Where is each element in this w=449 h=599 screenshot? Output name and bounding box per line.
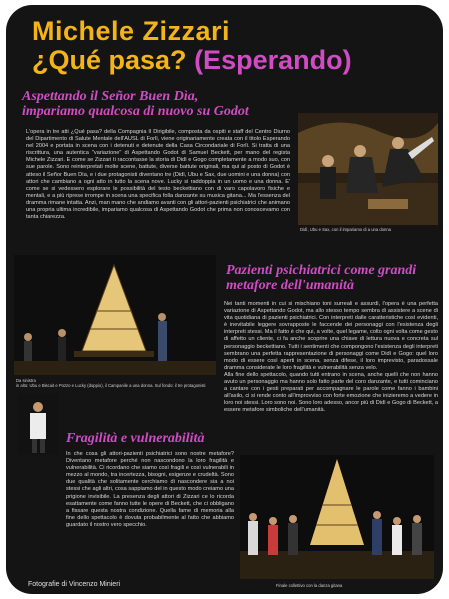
section2-paragraph: Alla fine dello spettacolo, quando tutti entrano in scena, anche quelli che non hanno avuto un personaggio ma hanno solo fatto parte del coro danzante, e tutti cominciano a cantare con i gesti preparati per accompagnare le parole come fanno i bambini all'asilo, ci si rende conto all'improvviso con forte emozione che inizieremo a vedere in loro noi stessi. Loro sono noi. Sono loro adesso, ancor più di Didì e Gogo di Beckett, a essere metafore simboliche dell'umanità. bbox=[224, 371, 438, 414]
section2-heading-line2: metafore dell'umanità bbox=[226, 278, 354, 293]
section1-heading bbox=[22, 89, 322, 119]
section3-heading: Fragilità e vulnerabilità bbox=[66, 431, 205, 446]
section1-paragraph: L'opera in tre atti ¿Qué pasa? della Compagnia Il Dirigibile, composta da ospiti e staff del Centro Diurno del Dipartimento di Salute Mentale dell'AUSL di Forlì, viene originariamente creata con il titolo Esperando nel 2004 e portata in scena con i detenuti e detenute della Casa Circondariale di Forlì. Si tratta di una riscrittura, una autentica "variazione" di Aspettando Godot di Samuel Beckett, per mano del regista Michele Zizzari. E come se Zizzari ti raccontasse la storia di Didì e Gogo completamente a modo suo, con sue parole. Sono reinterpretati molte scene, battute, diverse battute originali, ma qui al posto di Godot è atteso il Señor Buen Dìa, e i due protagonisti diventano tre (Didì, Ubu e Sax, due uomini e una donna) con attori che cambiano a ogni atto in tutto la scena nove. Lucky si raddoppia in un uomo e una donna. E' come se si vedessero esplorare le possibilità del testo beckettiano con di varo capolavoro fisiche e mentali, e a più riprese irrompe in scena una specifica folla danzante su musica gitana... Ma l'essenza del dramma rimane intatta. Anzi, man mano che andiamo avanti con gli attori-pazienti psichiatrici che animano una propria ultima incredibile, impariamo qualcosa di Aspettando Godot che prima non conoscevamo con tanta chiarezza. bbox=[26, 129, 290, 221]
subtitle-accent: (Esperando) bbox=[194, 45, 352, 75]
section1-heading-line1: Aspettando il Señor Buen Dìa, bbox=[22, 89, 199, 104]
photo-credit: Fotografie di Vincenzo Minieri bbox=[28, 581, 121, 588]
section3-photo-caption: Finale collettivo con la danza gitana bbox=[276, 583, 343, 588]
section1-photo bbox=[298, 113, 438, 225]
section2-caption-line1: Da sinistra bbox=[16, 378, 36, 383]
section2-photo bbox=[14, 255, 216, 375]
section2-paragraph: Nei tanti momenti in cui si mischiano toni surreali e assurdi, l'opera è una perfetta variazione di Aspettando Godot, ma allo stesso tempo sembra di assistere a scene di vita quotidiana di pazienti psichiatrici. Con interpreti dalle caratteristiche così evidenti, è inevitabile leggere sovrapposte le faccende dei personaggi con l'esistenza degli interpreti stessi. Ma il fatto è che qui, a volte, quel legame, colto ogni volta come gesto di affetto un cliente, ci fa anche scoprire una chiave di lettura nuova e concreta sul personaggio beckettiano. Tutti i sentimenti che compongono l'esistenza degli interpreti sembrano una perfetta rappresentazione di personaggi come Didì e Gogo: quel loro modo di essere così aperti in scena, senza difese, il loro imprevisto, paradossale dramma considerate le loro fragilità e vulnerabilità senza velo. bbox=[224, 301, 438, 371]
section3-body bbox=[66, 451, 234, 529]
section3-paragraph: In che cosa gli attori-pazienti psichiatrici sono nostre metafore? Diventano metafore perché non nascondono la loro fragilità e vulnerabilità. Ci ricordano che siamo così fragili e così vulnerabili in mezzo al mondo, tra incertezza, bisogni, esigenze e crudeltà. Sono due qualità che solitamente cerchiamo di nascondere sia a noi stessi che agli altri, cosa sappiamo del in questo modo creiamo una prigione invisibile. La presenza degli attori di Zizzari ce lo ricorda esattamente come fanno tutte le opere di Beckett, che ci obbligano a fissare questa nostra condizione. Quella fame di memoria alla fine dello spettacolo è dovuta probabilmente al fatto che abbiamo guardato il nostro vero specchio. bbox=[66, 451, 234, 528]
section2-small-photo bbox=[18, 393, 58, 455]
section1-photo-caption: Didì, Ubu e Sax, con il impariamo di a una donna bbox=[300, 227, 392, 232]
section1-body bbox=[26, 129, 290, 221]
section3-photo bbox=[240, 455, 434, 579]
magazine-page bbox=[6, 5, 443, 594]
section1-heading-line2: impariamo qualcosa di nuovo su Godot bbox=[22, 104, 249, 119]
page-subtitle bbox=[32, 45, 352, 75]
section2-body bbox=[224, 301, 438, 415]
section2-caption-line2: in alto: Ubu e Biscuit e Pozzo e Lucky (doppio), il Campanile a una donna. Sul fondo: il tre protagonisti bbox=[16, 383, 206, 388]
section2-photo-caption bbox=[16, 378, 205, 388]
section2-heading-line1: Pazienti psichiatrici come grandi bbox=[226, 263, 417, 278]
section2-heading bbox=[226, 263, 438, 293]
page-title: Michele Zizzari bbox=[32, 16, 231, 46]
subtitle-main: ¿Qué pasa? bbox=[32, 45, 187, 75]
